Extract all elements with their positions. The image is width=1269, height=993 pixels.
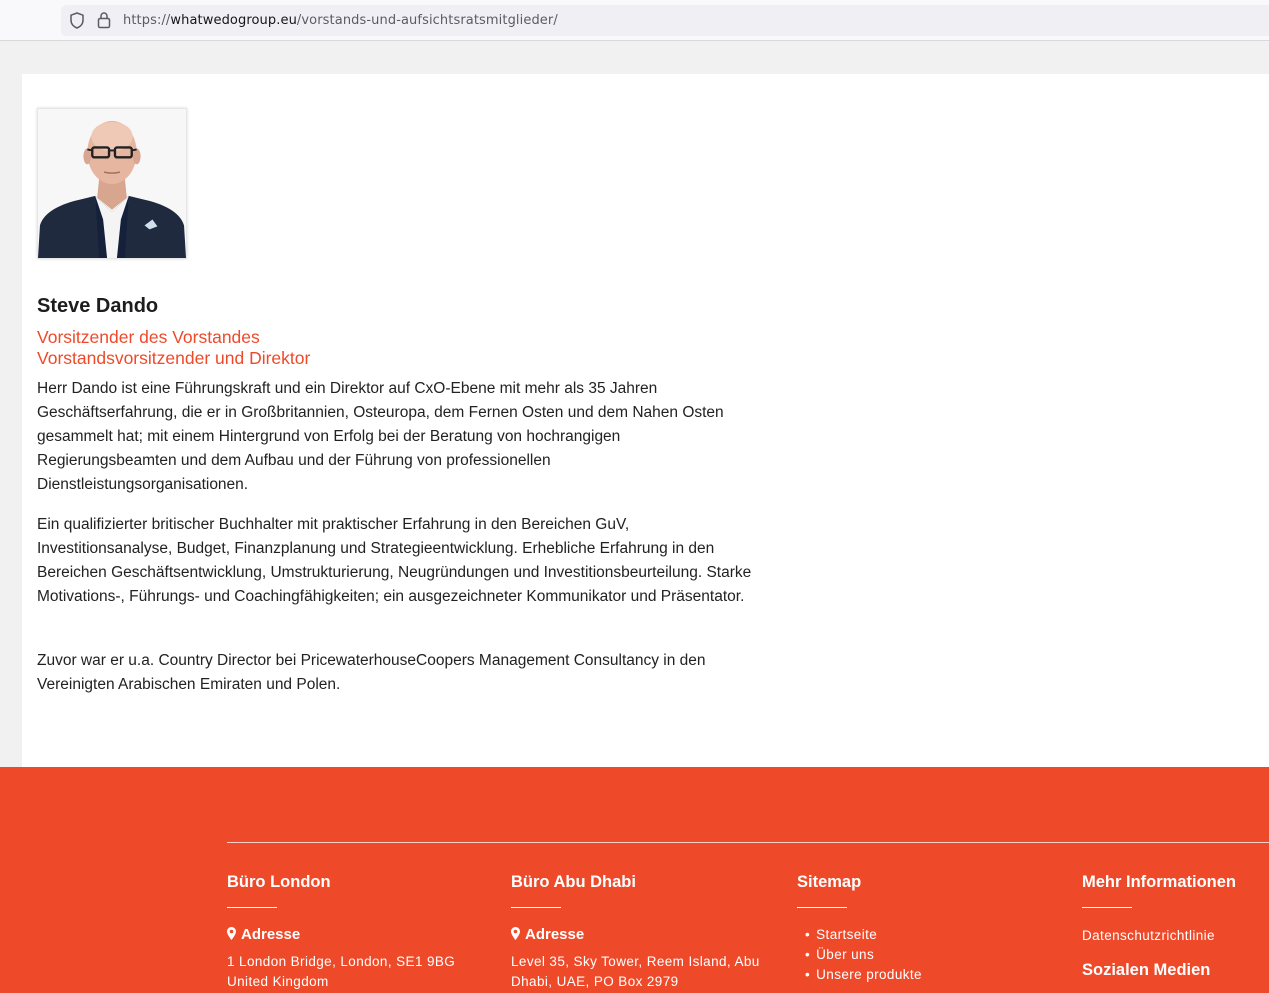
footer-info-title: Mehr Informationen xyxy=(1082,873,1237,891)
site-footer xyxy=(0,767,1269,993)
person-role-2: Vorstandsvorsitzender und Direktor xyxy=(37,348,311,368)
url-host: whatwedogroup.eu xyxy=(170,13,297,28)
footer-title-underline xyxy=(797,907,847,908)
footer-abudhabi-title: Büro Abu Dhabi xyxy=(511,873,636,891)
map-pin-icon xyxy=(227,927,236,940)
footer-divider xyxy=(227,842,1269,843)
address-label: Adresse xyxy=(525,926,585,943)
bio-paragraph-1: Herr Dando ist eine Führungskraft und ein Direktor auf CxO-Ebene mit mehr als 35 Jahren Geschäftserfahrung, die er in Großbritannien, Osteuropa, dem Fernen Osten und dem Nahen Osten gesammelt hat; mit einem Hintergrund von Erfolg bei der Beratung von hochrangigen Regierungsbeamten und dem Aufbau und der Führung von professionellen Dienstleistungsorganisationen. xyxy=(37,380,724,493)
url-path: /vorstands-und-aufsichtsratsmitglieder/ xyxy=(296,13,558,28)
footer-title-underline xyxy=(227,907,277,908)
sitemap-link-startseite[interactable]: • Startseite xyxy=(805,927,922,947)
address-label: Adresse xyxy=(241,926,301,943)
person-name: Steve Dando xyxy=(37,295,159,317)
footer-social-title: Sozialen Medien xyxy=(1082,961,1211,979)
person-role-1: Vorsitzender des Vorstandes xyxy=(37,327,260,347)
footer-london-address-heading xyxy=(227,926,300,943)
footer-title-underline xyxy=(511,907,561,908)
lock-icon[interactable] xyxy=(97,11,111,29)
bio-paragraph-3: Zuvor war er u.a. Country Director bei PricewaterhouseCoopers Management Consultancy in den Vereinigten Arabischen Emiraten und Polen. xyxy=(37,652,706,693)
bio-paragraph-2: Ein qualifizierter britischer Buchhalter mit praktischer Erfahrung in den Bereichen GuV, Investitionsanalyse, Budget, Finanzplanung und Strategieentwicklung. Erhebliche Erfahrung in den Bereichen Geschäftsentwicklung, Umstrukturierung, Neugründungen und Investitionsbeurteilung. Starke Motivations-, Führungs- und Coachingfähigkeiten; ein ausgezeichneter Kommunikator und Präsentator. xyxy=(37,516,752,605)
footer-title-underline xyxy=(1082,907,1132,908)
footer-abudhabi-address-line-2: Dhabi, UAE, PO Box 2979 xyxy=(511,974,679,989)
privacy-policy-link[interactable]: Datenschutzrichtlinie xyxy=(1082,928,1215,943)
sitemap-list xyxy=(805,927,922,987)
shield-icon[interactable] xyxy=(69,12,85,29)
profile-photo xyxy=(37,108,187,259)
sitemap-link-ueber-uns[interactable]: • Über uns xyxy=(805,947,922,967)
footer-abudhabi-address-heading xyxy=(511,926,584,943)
footer-london-address-line-1: 1 London Bridge, London, SE1 9BG xyxy=(227,954,456,969)
map-pin-icon xyxy=(511,927,520,940)
url-text[interactable] xyxy=(123,13,558,28)
footer-london-title: Büro London xyxy=(227,873,331,891)
footer-london-address-line-2: United Kingdom xyxy=(227,974,329,989)
footer-sitemap-title: Sitemap xyxy=(797,873,862,891)
sitemap-link-unsere-produkte[interactable]: • Unsere produkte xyxy=(805,967,922,987)
browser-toolbar xyxy=(0,0,1269,41)
url-prefix: https:// xyxy=(123,13,171,28)
footer-abudhabi-address-line-1: Level 35, Sky Tower, Reem Island, Abu xyxy=(511,954,760,969)
